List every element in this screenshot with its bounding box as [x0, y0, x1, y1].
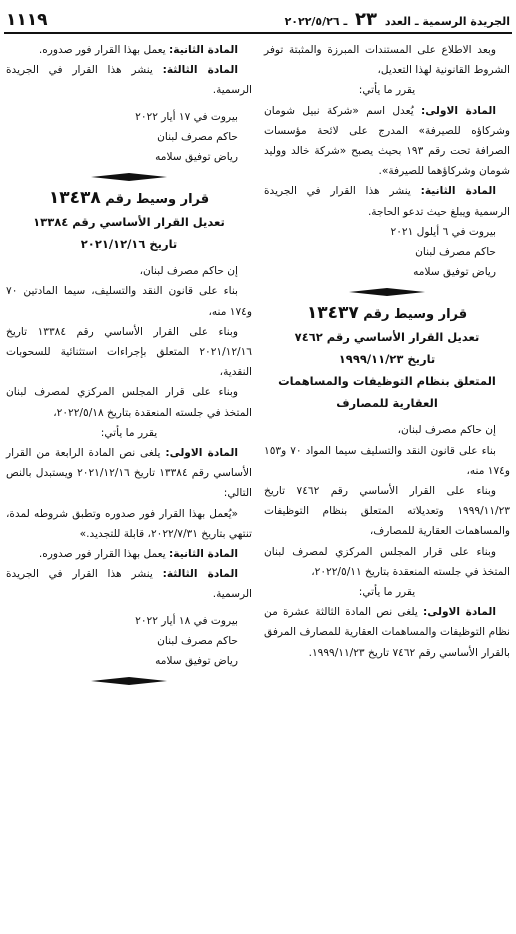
article-2-text: يعمل بهذا القرار فور صدوره. [38, 44, 166, 56]
decision-13438-title [6, 187, 252, 255]
section-divider [264, 286, 510, 298]
page-number: ١١١٩ [6, 10, 48, 30]
left-column [6, 40, 252, 691]
article-2-label: المادة الثانية: [420, 185, 496, 198]
signature-place-date: بيروت في ١٨ أيار ٢٠٢٢ [135, 614, 238, 627]
governor-line: إن حاكم مصرف لبنان، [397, 424, 496, 437]
signature-name: رياض توفيق سلامه [413, 266, 496, 279]
recital-3: وبناء على قرار المجلس المركزي لمصرف لبنان المتخذ في جلسته المنعقدة بتاريخ ٢٠٢٢/٥/١٨، [6, 386, 252, 419]
decision-subtitle: تعديل القرار الأساسي رقم ٧٤٦٢ [294, 330, 480, 345]
decision-number: ١٣٤٣٨ [48, 188, 101, 209]
article-1-label: المادة الاولى: [165, 447, 239, 460]
issue-date: ٢٠٢٢/٥/٢٦ [284, 15, 340, 28]
header-rule [4, 32, 512, 34]
article-1 [6, 443, 252, 504]
issue-number: ٢٣ [355, 9, 378, 30]
section-divider [6, 675, 252, 687]
page-header [6, 4, 510, 30]
publication-name: الجريدة الرسمية [422, 15, 510, 28]
recital-1: بناء على قانون النقد والتسليف سيما المواد ٧٠ و١٥٣ و١٧٤ منه، [264, 444, 510, 477]
recital-2: وبناء على القرار الأساسي رقم ١٣٣٨٤ تاريخ ٢٠٢١/١٢/١٦ المتعلق بإجراءات استثنائية للسحوبات النقدية، [6, 325, 252, 379]
decision-heading-prefix: قرار وسيط رقم [363, 307, 468, 323]
article-1 [264, 101, 510, 182]
recital-3: وبناء على قرار المجلس المركزي لمصرف لبنان المتخذ في جلسته المنعقدة بتاريخ ٢٠٢٢/٥/١١، [264, 545, 510, 578]
governor-line: إن حاكم مصرف لبنان، [139, 265, 238, 278]
decision-subject-line-2: العقارية للمصارف [336, 396, 438, 411]
recital-2: وبناء على القرار الأساسي رقم ٧٤٦٢ تاريخ ١٩٩٩/١١/٢٣ وتعديلاته المتعلق بنظام التوظيفات والمساهمات العقارية للمصارف، [264, 485, 510, 538]
decision-heading [6, 187, 252, 211]
article-2-text: يعمل بهذا القرار فور صدوره. [38, 548, 166, 561]
signature-place-date: بيروت في ٦ أيلول ٢٠٢١ [390, 225, 496, 238]
article-3-text: ينشر هذا القرار في الجريدة الرسمية. [6, 568, 252, 601]
article-3-label: المادة الثالثة: [162, 568, 238, 581]
article-1-text: يُعدل اسم «شركة نبيل شومان وشركاؤه للصيرفة» المدرج على لائحة مؤسسات الصرافة تحت رقم ١٩٣ بحيث يصبح «شركة خالد ووليد شومان وشركاؤهما للصيرفة». [264, 104, 510, 178]
decision-date: تاريخ ١٩٩٩/١١/٢٣ [338, 352, 436, 367]
signature-title: حاكم مصرف لبنان [157, 634, 238, 647]
right-column [264, 40, 510, 663]
signature-title: حاكم مصرف لبنان [157, 130, 238, 143]
intro-paragraph: وبعد الاطلاع على المستندات المبرزة والمثبتة توفر الشروط القانونية لهذا التعديل، [264, 44, 510, 77]
recital-1: بناء على قانون النقد والتسليف، سيما المادتين ٧٠ و١٧٤ منه، [6, 285, 252, 318]
article-2-text: ينشر هذا القرار في الجريدة الرسمية ويبلغ حيث تدعو الحاجة. [264, 185, 510, 218]
decides-line: يقرر ما يأتي: [358, 84, 416, 97]
article-2 [6, 544, 252, 564]
signature-title: حاكم مصرف لبنان [415, 246, 496, 259]
decides-line: يقرر ما يأتي: [358, 586, 416, 599]
decision-heading [264, 302, 510, 326]
article-2 [264, 181, 510, 221]
decision-subtitle: تعديل القرار الأساسي رقم ١٣٣٨٤ [33, 215, 225, 230]
article-1-quote: «يُعمل بهذا القرار فور صدوره وتطبق شروطه لمدة، تنتهي بتاريخ ٢٠٢٢/٧/٣١، قابلة للتجديد.» [6, 507, 252, 540]
article-1-label: المادة الاولى: [420, 104, 496, 117]
decision-date: تاريخ ٢٠٢١/١٢/١٦ [80, 237, 178, 252]
header-title: الجريدة الرسمية ـ العدد ٢٣ ـ ٢٠٢٢/٥/٢٦ [284, 9, 510, 30]
signature-name: رياض توفيق سلامه [155, 151, 238, 164]
article-1-label: المادة الاولى: [423, 606, 496, 619]
decision-13437-title [264, 302, 510, 414]
article-3 [6, 564, 252, 604]
signature-place-date: بيروت في ١٧ أيار ٢٠٢٢ [135, 110, 238, 123]
article-1-text: يلغى نص المادة الثالثة عشرة من نظام التوظيفات والمساهمات العقارية للمصارف المرفق بالقرار الأساسي رقم ٧٤٦٢ تاريخ ١٩٩٩/١١/٢٣. [264, 606, 510, 659]
decision-number: ١٣٤٣٧ [306, 303, 359, 324]
article-2 [6, 40, 252, 60]
decides-line: يقرر ما يأتي: [100, 426, 158, 439]
article-1 [264, 602, 510, 663]
issue-label: العدد [384, 15, 411, 28]
decision-subject-line-1: المتعلق بنظام التوظيفات والمساهمات [278, 374, 496, 389]
article-3 [6, 60, 252, 100]
article-2-label: المادة الثانية: [169, 44, 238, 56]
article-2-label: المادة الثانية: [169, 548, 238, 561]
decision-heading-prefix: قرار وسيط رقم [105, 192, 210, 208]
signature-name: رياض توفيق سلامه [155, 655, 238, 668]
section-divider [6, 171, 252, 183]
article-3-label: المادة الثالثة: [162, 64, 238, 77]
article-3-text: ينشر هذا القرار في الجريدة الرسمية. [6, 64, 252, 97]
article-1-text: يلغى نص المادة الرابعة من القرار الأساسي رقم ١٣٣٨٤ تاريخ ٢٠٢١/١٢/١٦ ويستبدل بالنص التالي: [6, 447, 253, 500]
